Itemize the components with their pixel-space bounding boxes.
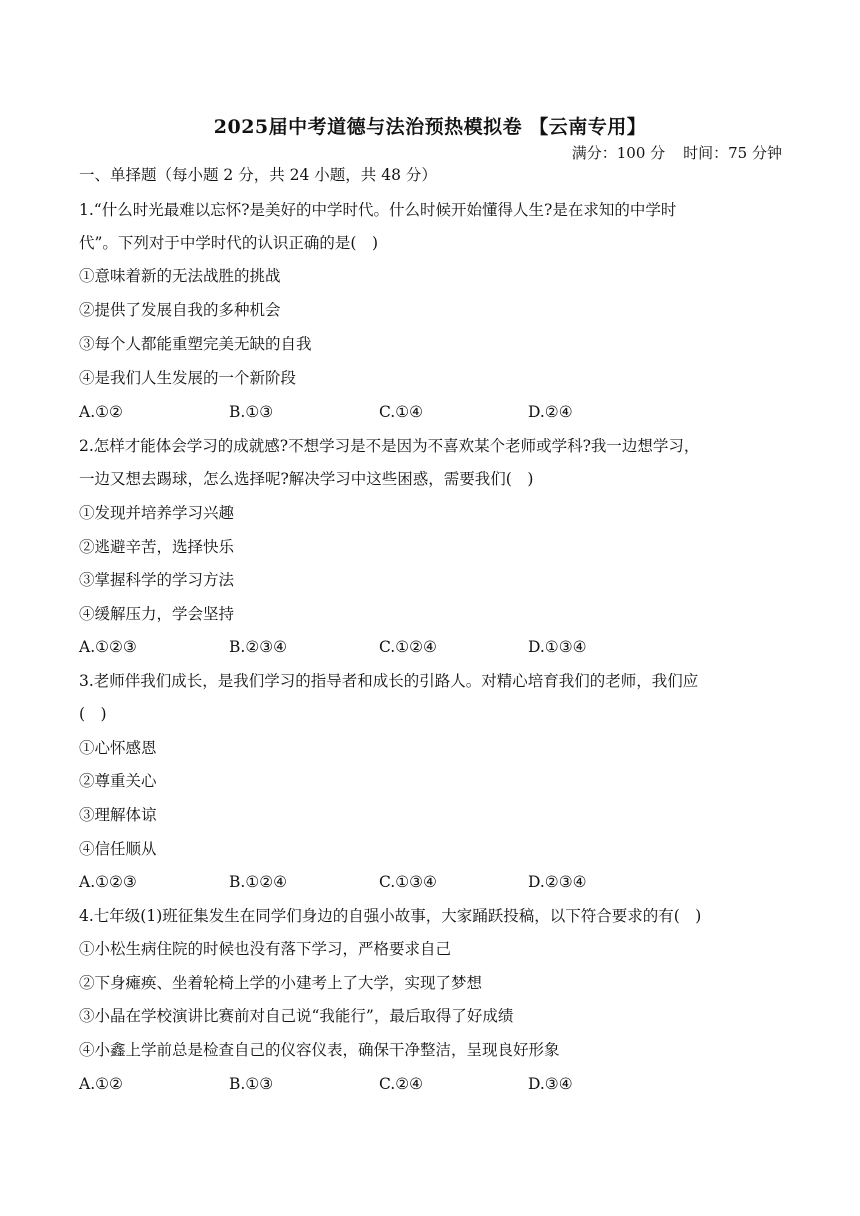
- question-2-stem-line-2: 一边又想去踢球，怎么选择呢?解决学习中这些困惑，需要我们( ): [79, 470, 534, 488]
- question-3-option-a[interactable]: A.①②③: [79, 873, 137, 891]
- question-1-stem-line-1: 1.“什么时光最难以忘怀?是美好的中学时代。什么时候开始懂得人生?是在求知的中学时: [79, 201, 677, 219]
- question-3-item-2: ②尊重关心: [79, 772, 157, 790]
- question-4-option-a[interactable]: A.①②: [79, 1075, 123, 1093]
- question-3-stem-line-2: ( ): [79, 705, 107, 723]
- question-4-option-d[interactable]: D.③④: [528, 1075, 573, 1093]
- question-2-option-c[interactable]: C.①②④: [379, 638, 437, 656]
- question-2-item-4: ④缓解压力，学会坚持: [79, 605, 235, 623]
- question-1-option-c[interactable]: C.①④: [379, 403, 424, 421]
- question-4-option-c[interactable]: C.②④: [379, 1075, 424, 1093]
- question-3-option-d[interactable]: D.②③④: [528, 873, 587, 891]
- question-4-option-b[interactable]: B.①③: [229, 1075, 274, 1093]
- question-4-item-1: ①小松生病住院的时候也没有落下学习，严格要求自己: [79, 940, 452, 958]
- question-3-item-1: ①心怀感恩: [79, 739, 157, 757]
- question-2-item-1: ①发现并培养学习兴趣: [79, 504, 235, 522]
- question-3-option-b[interactable]: B.①②④: [229, 873, 288, 891]
- section-heading: 一、单择题（每小题 2 分，共 24 小题，共 48 分）: [79, 166, 437, 184]
- question-3-item-3: ③理解体谅: [79, 806, 157, 824]
- question-2-item-3: ③掌握科学的学习方法: [79, 571, 235, 589]
- question-1-item-4: ④是我们人生发展的一个新阶段: [79, 369, 297, 387]
- question-2-option-d[interactable]: D.①③④: [528, 638, 587, 656]
- question-1-option-a[interactable]: A.①②: [79, 403, 123, 421]
- exam-meta: [554, 142, 782, 163]
- question-1-item-1: ①意味着新的无法战胜的挑战: [79, 267, 281, 285]
- question-3-stem-line-1: 3.老师伴我们成长，是我们学习的指导者和成长的引路人。对精心培育我们的老师，我们应: [79, 672, 699, 690]
- question-3-option-c[interactable]: C.①③④: [379, 873, 437, 891]
- question-3-item-4: ④信任顺从: [79, 840, 157, 858]
- time-info: 时间：75 分钟: [683, 144, 782, 162]
- score-info: 满分：100 分: [571, 144, 666, 162]
- question-2-option-b[interactable]: B.②③④: [229, 638, 288, 656]
- question-4-stem-line-1: 4.七年级(1)班征集发生在同学们身边的自强小故事，大家踊跃投稿，以下符合要求的有( ): [79, 907, 702, 925]
- question-1-option-b[interactable]: B.①③: [229, 403, 274, 421]
- question-2-item-2: ②逃避辛苦，选择快乐: [79, 538, 235, 556]
- question-1-stem-line-2: 代”。下列对于中学时代的认识正确的是( ): [79, 234, 379, 252]
- question-4-item-3: ③小晶在学校演讲比赛前对自己说“我能行”，最后取得了好成绩: [79, 1007, 514, 1025]
- question-1-option-d[interactable]: D.②④: [528, 403, 573, 421]
- question-4-item-2: ②下身瘫痪、坐着轮椅上学的小建考上了大学，实现了梦想: [79, 974, 483, 992]
- question-2-stem-line-1: 2.怎样才能体会学习的成就感?不想学习是不是因为不喜欢某个老师或学科?我一边想学习，: [79, 437, 700, 455]
- question-2-option-a[interactable]: A.①②③: [79, 638, 137, 656]
- exam-title: 2025届中考道德与法治预热模拟卷 【云南专用】: [213, 116, 647, 138]
- question-1-item-3: ③每个人都能重塑完美无缺的自我: [79, 335, 312, 353]
- question-4-item-4: ④小鑫上学前总是检查自己的仪容仪表，确保干净整洁，呈现良好形象: [79, 1041, 560, 1059]
- question-1-item-2: ②提供了发展自我的多种机会: [79, 301, 281, 319]
